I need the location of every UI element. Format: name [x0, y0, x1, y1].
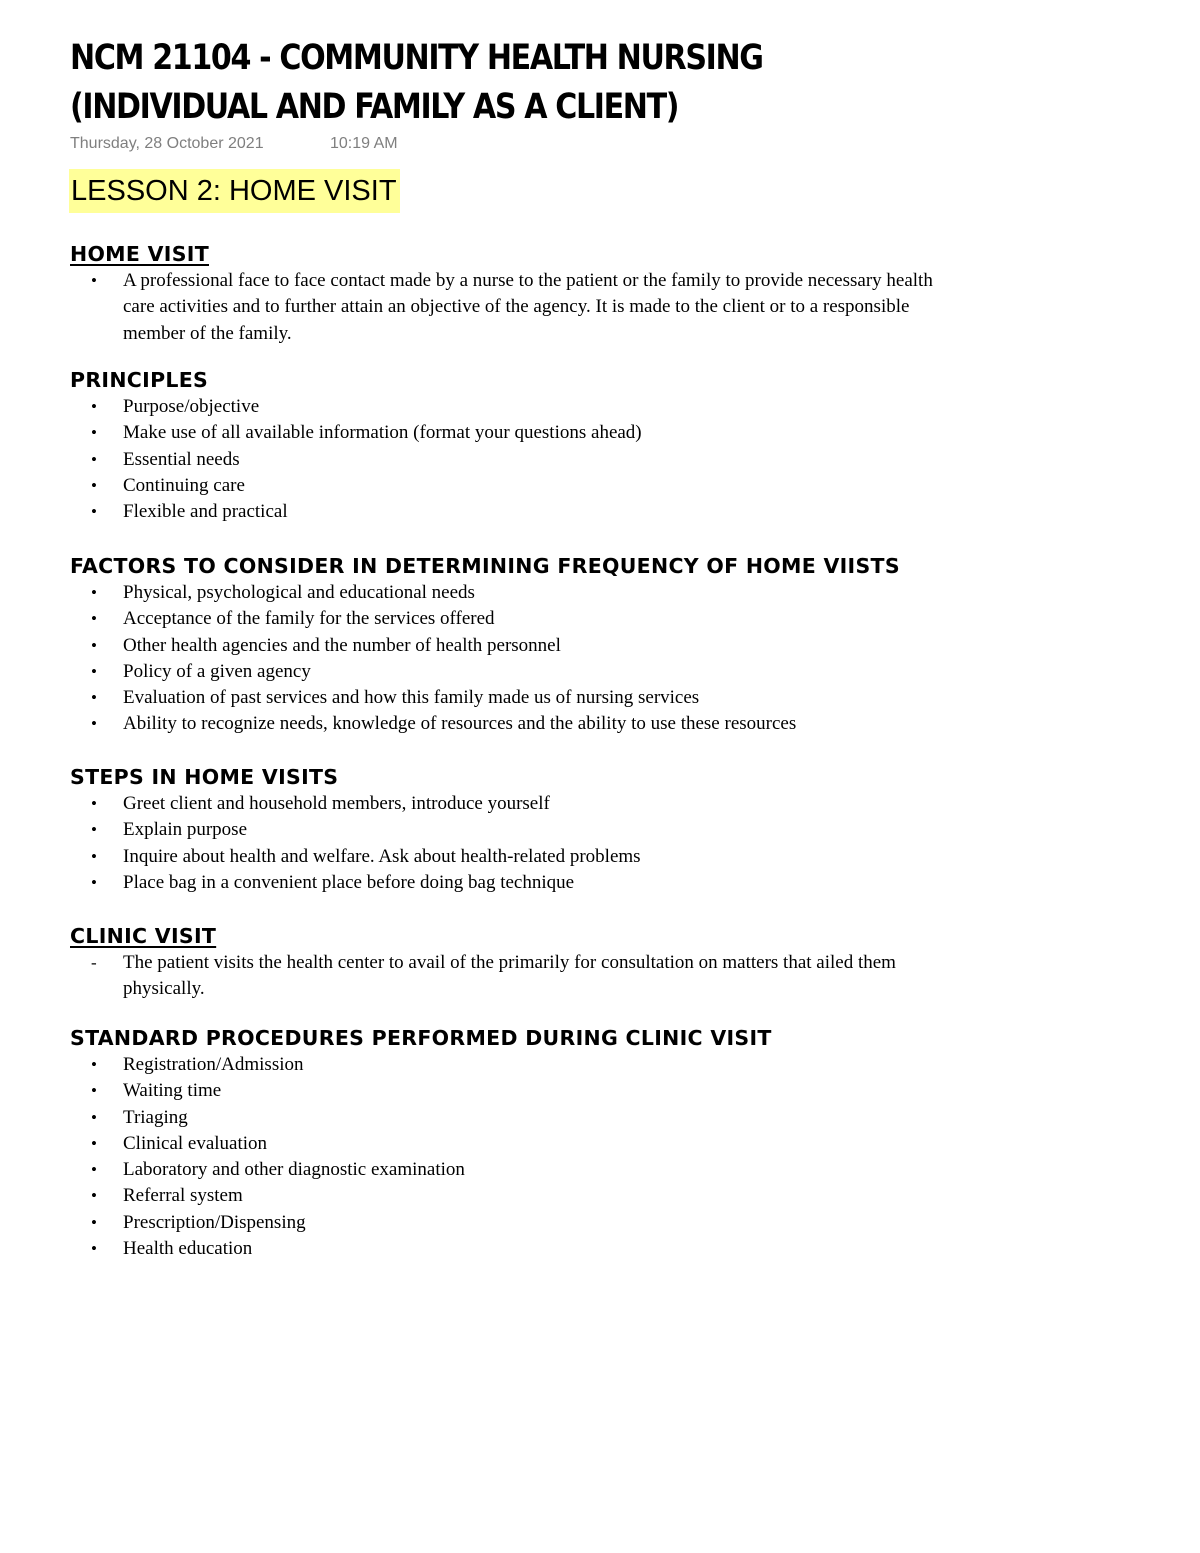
list-item: [70, 473, 943, 499]
list-item-text: Ability to recognize needs, knowledge of resources and the ability to use these resources: [123, 713, 797, 735]
bullet-icon: •: [91, 688, 97, 708]
bullet-icon: •: [91, 1055, 97, 1074]
bullet-icon: •: [91, 1160, 97, 1180]
lesson-heading: LESSON 2: HOME VISIT: [69, 169, 400, 213]
list-item: [70, 870, 943, 896]
list-item-text: Clinical evaluation: [123, 1132, 268, 1154]
list-item: [70, 268, 943, 347]
list-item-text: Health education: [123, 1238, 253, 1260]
list-item: [70, 420, 943, 446]
bullet-icon: •: [91, 846, 97, 866]
list-item: [70, 633, 943, 659]
section-list: [70, 580, 1110, 738]
bullet-icon: •: [91, 502, 97, 522]
list-item-text: Policy of a given agency: [123, 660, 311, 682]
bullet-icon: •: [91, 1133, 97, 1153]
list-item: [70, 1210, 943, 1236]
bullet-icon: •: [91, 609, 97, 629]
page-title: NCM 21104 - COMMUNITY HEALTH NURSING (INDIVIDUAL AND FAMILY AS A CLIENT): [70, 38, 763, 127]
list-item: [70, 685, 943, 711]
list-item-text: Inquire about health and welfare. Ask about health-related problems: [123, 845, 641, 867]
bullet-icon: •: [91, 794, 97, 813]
list-item-text: Acceptance of the family for the services offered: [123, 608, 495, 630]
list-item: [70, 606, 943, 632]
bullet-icon: •: [91, 423, 97, 443]
section-standard-procedures: [70, 1024, 1110, 1262]
section-heading: HOME VISIT: [70, 242, 209, 266]
section-factors: [70, 552, 1110, 738]
list-item: [70, 1157, 943, 1183]
bullet-icon: •: [91, 820, 97, 840]
list-item-text: Other health agencies and the number of health personnel: [123, 634, 561, 656]
list-item: [70, 950, 943, 1003]
list-item-text: Explain purpose: [123, 819, 248, 841]
list-item-text: Flexible and practical: [123, 501, 288, 523]
section-home-visit: [70, 240, 1110, 347]
list-item: [70, 1052, 943, 1078]
section-list: [70, 394, 1110, 525]
list-item: [70, 791, 943, 817]
list-item-text: Physical, psychological and educational needs: [123, 582, 475, 603]
bullet-icon: •: [91, 872, 97, 892]
section-steps: [70, 763, 1110, 896]
list-item: [70, 499, 943, 525]
section-heading: STEPS IN HOME VISITS: [70, 765, 339, 789]
list-item: [70, 447, 943, 473]
note-date: Thursday, 28 October 2021: [70, 135, 264, 152]
list-item-text: Continuing care: [123, 474, 245, 496]
list-item: [70, 659, 943, 685]
section-list: [70, 268, 1110, 347]
bullet-icon: •: [91, 1212, 97, 1232]
section-heading: FACTORS TO CONSIDER IN DETERMINING FREQUENCY OF HOME VIISTS: [70, 554, 900, 578]
note-timestamp: [70, 135, 398, 153]
bullet-icon: •: [91, 1081, 97, 1101]
list-item-text: Triaging: [123, 1106, 188, 1128]
list-item: [70, 1105, 943, 1131]
list-item: [70, 711, 943, 737]
list-item-text: Place bag in a convenient place before doing bag technique: [123, 871, 575, 893]
bullet-icon: •: [91, 449, 97, 469]
bullet-icon: •: [91, 475, 97, 495]
list-item-text: The patient visits the health center to avail of the primarily for consultation on matters that ailed them physically.: [123, 952, 896, 1000]
section-principles: [70, 366, 1110, 525]
bullet-icon: •: [91, 1107, 97, 1127]
list-item: [70, 1078, 943, 1104]
list-item: [70, 1236, 943, 1262]
bullet-icon: •: [91, 1186, 97, 1206]
list-item-text: Evaluation of past services and how this family made us of nursing services: [123, 687, 700, 709]
list-item-text: Purpose/objective: [123, 396, 260, 417]
list-item: [70, 1131, 943, 1157]
list-item: [70, 1183, 943, 1209]
section-list: [70, 1052, 1110, 1262]
bullet-icon: •: [91, 271, 97, 290]
list-item: [70, 580, 943, 606]
list-item-text: Laboratory and other diagnostic examination: [123, 1159, 465, 1181]
bullet-icon: •: [91, 1239, 97, 1259]
bullet-icon: •: [91, 635, 97, 655]
list-item-text: Referral system: [123, 1185, 243, 1207]
dash-marker: -: [91, 953, 97, 972]
list-item-text: Make use of all available information (format your questions ahead): [123, 422, 642, 444]
bullet-icon: •: [91, 397, 97, 416]
section-clinic-visit: [70, 922, 1110, 1003]
list-item: [70, 844, 943, 870]
bullet-icon: •: [91, 714, 97, 734]
list-item: [70, 817, 943, 843]
section-list: [70, 791, 1110, 896]
list-item-text: A professional face to face contact made by a nurse to the patient or the family to provide necessary health care activities and to further attain an objective of the agency. It is made to the client or to a responsible member of the family.: [123, 270, 933, 344]
note-time: 10:19 AM: [330, 135, 398, 152]
list-item-text: Waiting time: [123, 1080, 222, 1102]
list-item-text: Prescription/Dispensing: [123, 1211, 306, 1233]
list-item-text: Registration/Admission: [123, 1054, 304, 1075]
section-heading: STANDARD PROCEDURES PERFORMED DURING CLINIC VISIT: [70, 1026, 772, 1050]
list-item-text: Essential needs: [123, 448, 240, 470]
bullet-icon: •: [91, 661, 97, 681]
list-item: [70, 394, 943, 420]
list-item-text: Greet client and household members, introduce yourself: [123, 793, 550, 814]
section-heading: CLINIC VISIT: [70, 924, 217, 948]
section-heading: PRINCIPLES: [70, 368, 209, 392]
bullet-icon: •: [91, 583, 97, 602]
section-list: [70, 950, 1110, 1003]
